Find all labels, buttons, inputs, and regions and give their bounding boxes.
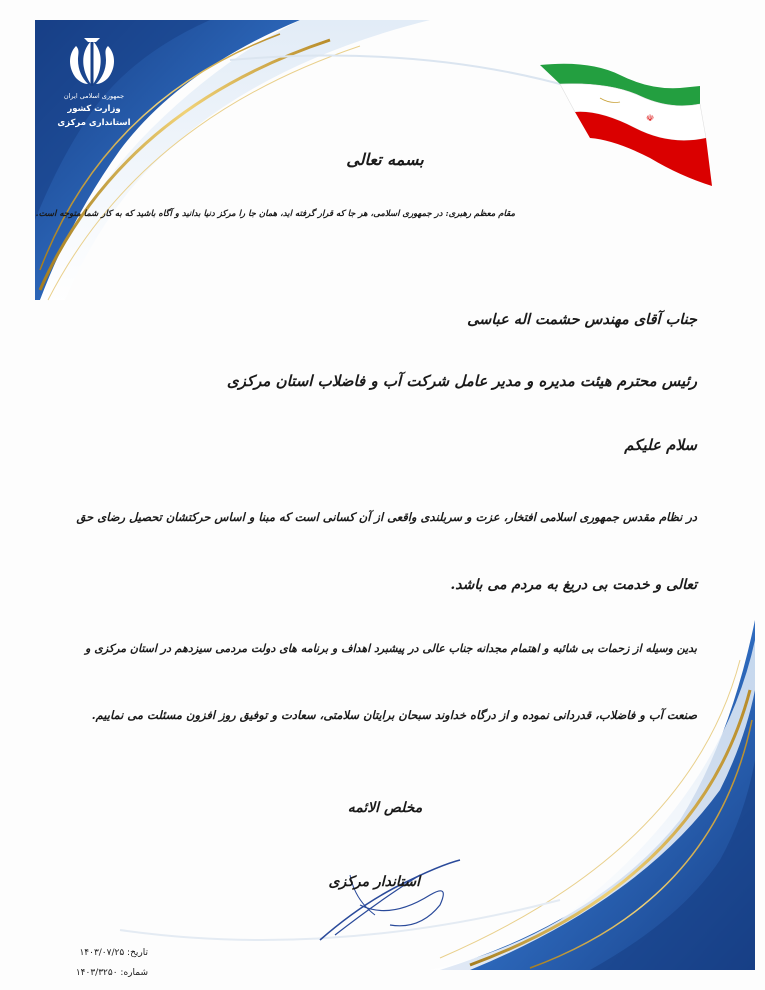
letter-number: شماره: ۱۴۰۳/۳۲۵۰ — [75, 968, 148, 978]
greeting: سلام علیکم — [624, 436, 697, 454]
body-line-3: بدین وسیله از زحمات بی شائبه و اهتمام مجدانه جناب عالی در پیشبرد اهداف و برنامه های دولت مردمی سیزدهم در استان مرکزی و — [85, 642, 697, 655]
recipient-title: رئیس محترم هیئت مدیره و مدیر عامل شرکت آب و فاضلاب استان مرکزی — [226, 372, 697, 390]
recipient-name: جناب آقای مهندس حشمت اله عباسی — [467, 311, 697, 328]
ministry-line-1: جمهوری اسلامی ایران — [63, 92, 125, 100]
body-line-4: صنعت آب و فاضلاب، قدردانی نموده و از درگاه خداوند سبحان برایتان سلامتی، سعادت و توفیق روز افزون مسئلت می نماییم. — [91, 708, 697, 722]
svg-text:☫: ☫ — [646, 114, 655, 124]
iran-emblem-icon — [62, 36, 122, 90]
signer-title: استاندار مرکزی — [328, 874, 420, 890]
signature-scribble — [300, 845, 480, 955]
closing-phrase: مخلص الائمه — [347, 800, 423, 816]
ministry-line-3: استانداری مرکزی — [57, 118, 131, 128]
leader-quote: مقام معظم رهبری: در جمهوری اسلامی، هر جا که قرار گرفته اید، همان جا را مرکز دنیا بدانید و آگاه باشید که به کار شما متوجه است. — [35, 209, 515, 219]
letter-headline: بسمه تعالی — [346, 150, 424, 169]
body-line-2: تعالی و خدمت بی دریغ به مردم می باشد. — [450, 577, 697, 593]
body-line-1: در نظام مقدس جمهوری اسلامی افتخار، عزت و سربلندی واقعی از آن کسانی است که مبنا و اساس حرکتشان تحصیل رضای حق — [76, 510, 697, 524]
letter-date: تاریخ: ۱۴۰۳/۰۷/۲۵ — [79, 948, 148, 958]
ministry-line-2: وزارت کشور — [67, 104, 121, 114]
